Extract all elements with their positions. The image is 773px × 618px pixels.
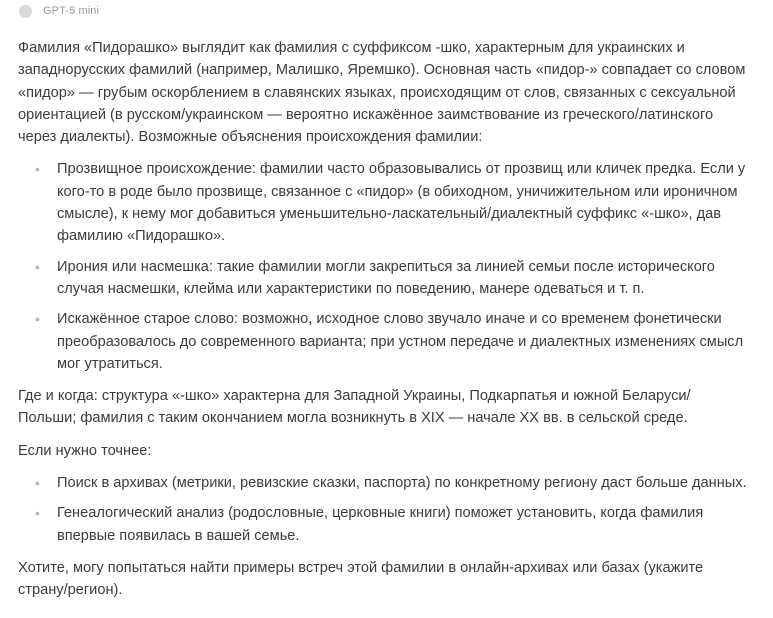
list-item (18, 502, 748, 547)
list-item (18, 472, 748, 494)
intro-paragraph: Фамилия «Пидорашко» выглядит как фамилия с суффиксом -шко, характерным для украинских и западнорусских фамилий (например, Малишко, Яремшко). Основная часть «пидор-» совпадает со словом «пидор» — грубым оскорблением в славянских языках, происходящим от слов, связанных с сексуальной ориентацией (в русском/украинском — вероятно искажённое заимствование из греческого/латинского через диалекты). Возможные объяснения происхождения фамилии: (18, 40, 746, 146)
list-item-text: Генеалогический анализ (родословные, церковные книги) поможет установить, когда фамилия впервые появилась в вашей семье. (57, 505, 704, 544)
where-when-paragraph: Где и когда: структура «-шко» характерна для Западной Украины, Подкарпатья и южной Беларуси/Польши; фамилия с таким окончанием могла возникнуть в XIX — начале XX вв. в сельской среде. (18, 388, 691, 427)
suggestions-list (18, 472, 748, 547)
list-item (18, 158, 748, 247)
closing-paragraph: Хотите, могу попытаться найти примеры встреч этой фамилии в онлайн-архивах или базах (укажите страну/регион). (18, 559, 704, 599)
message-header (19, 3, 99, 19)
list-item (18, 308, 748, 375)
more-precise-heading: Если нужно точнее: (18, 442, 152, 459)
bullet-icon: • (35, 311, 40, 328)
bullet-icon: • (35, 475, 40, 492)
model-name-label: GPT-5 mini (43, 5, 100, 17)
list-item-text: Прозвищное происхождение: фамилии часто образовывались от прозвищ или кличек предка. Если у кого-то в роде было прозвище, связанное с «пидор» (в обиходном, уничижительном или ироничном смысле), к нему мог добавиться уменьшительно-ласкательный/диалектный суффикс «-шко», дав фамилию «Пидорашко». (57, 161, 746, 245)
assistant-message (18, 37, 748, 612)
bullet-icon: • (35, 258, 40, 275)
explanations-list (18, 158, 748, 375)
bullet-icon: • (35, 505, 40, 522)
circle-avatar-icon (19, 5, 32, 18)
list-item-text: Ирония или насмешка: такие фамилии могли закрепиться за линией семьи после исторического случая насмешки, клейма или характеристики по поведению, манере одеваться и т. п. (57, 258, 715, 297)
list-item-text: Поиск в архивах (метрики, ревизские сказки, паспорта) по конкретному региону даст больше данных. (57, 475, 747, 492)
list-item (18, 256, 748, 301)
bullet-icon: • (35, 161, 40, 178)
list-item-text: Искажённое старое слово: возможно, исходное слово звучало иначе и со временем фонетически преобразовалось до современного варианта; при устном передаче и диалектных изменениях смысл мог утратиться. (57, 311, 744, 372)
